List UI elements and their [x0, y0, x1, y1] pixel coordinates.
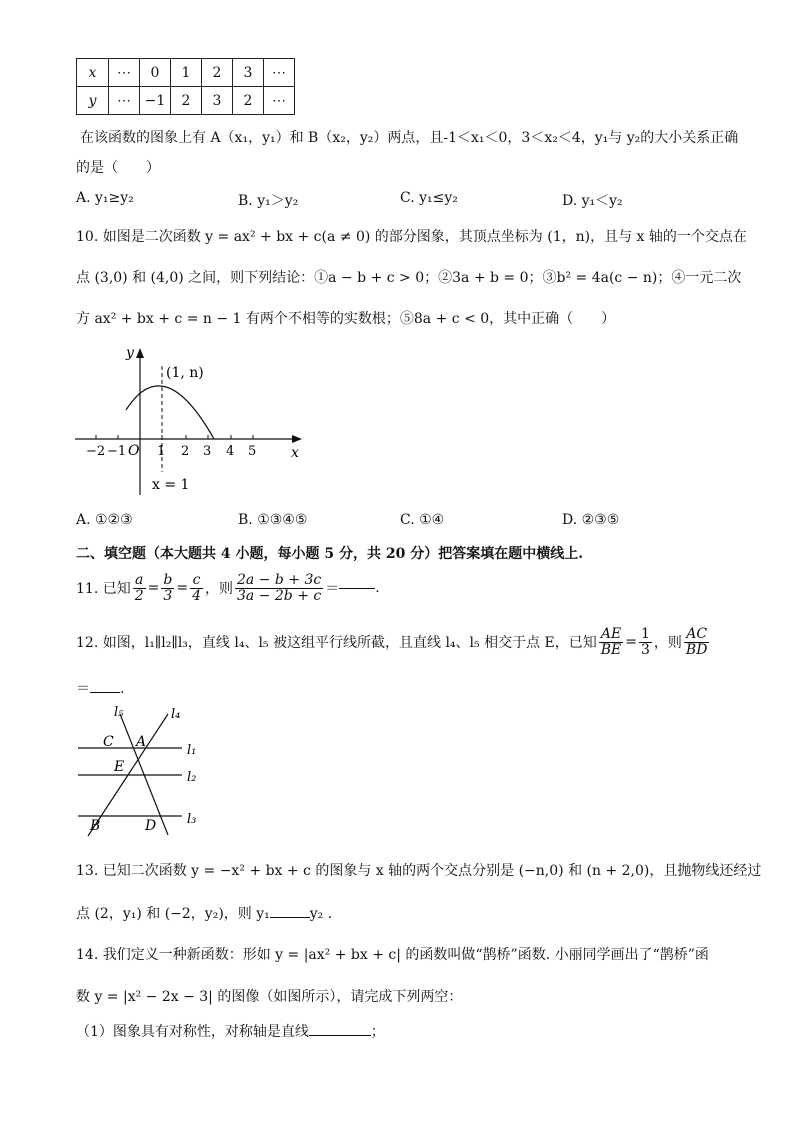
- fraction-a-2: $\frac{a}{2}$: [134, 571, 144, 604]
- q10-option-b[interactable]: B. ①③④⑤: [238, 512, 308, 528]
- y-axis-label: y: [126, 345, 134, 361]
- x-axis-label: x: [291, 445, 299, 461]
- table-cell: −1: [140, 87, 171, 115]
- table-cell: y: [77, 87, 109, 115]
- q9-option-d[interactable]: D. y₁＜y₂: [562, 193, 623, 209]
- vertex-label: (1, n): [166, 365, 204, 381]
- q10-text-line3: 方 ax² + bx + c = n − 1 有两个不相等的实数根；⑤8a + c < 0，其中正确（ ）: [76, 311, 616, 327]
- fraction-ae-be: $\frac{AE}{BE}$: [600, 625, 622, 658]
- q12-line2: [76, 678, 124, 698]
- fraction-expression: $\frac{2a - b + 3c}{3a - 2b + c}$: [237, 571, 322, 604]
- tick-label: 5: [248, 444, 257, 459]
- q12-equals: ＝: [76, 681, 90, 697]
- q9-option-b[interactable]: B. y₁＞y₂: [238, 193, 299, 209]
- table-cell: 2: [171, 87, 202, 115]
- q12-then: ，则: [653, 635, 682, 651]
- tick-label: −2: [86, 444, 106, 459]
- parabola-figure: [70, 340, 320, 500]
- table-cell: 3: [233, 59, 264, 87]
- table-cell: 1: [171, 59, 202, 87]
- origin-label: O: [128, 443, 140, 459]
- point-label-d: D: [145, 818, 157, 834]
- q13-text-line2: 点 (2，y₁) 和 (−2，y₂)，则 y₁: [76, 906, 270, 922]
- table-cell: ⋯: [264, 87, 295, 115]
- parallel-lines-figure: [70, 700, 210, 840]
- q12-eq: =: [625, 634, 637, 650]
- line-label-l4: l₄: [171, 707, 181, 722]
- line-label-l2: l₂: [187, 770, 197, 785]
- q14-sub1: [76, 1021, 385, 1041]
- q13-answer-blank[interactable]: [270, 917, 310, 918]
- section-title: 二、填空题（本大题共 4 小题，每小题 5 分，共 20 分）把答案填在题中横线上.: [76, 546, 584, 562]
- q14-sub1-text: （1）图象具有对称性，对称轴是直线: [76, 1024, 309, 1040]
- q14-answer-blank[interactable]: [309, 1035, 371, 1036]
- q13-line2: [76, 903, 332, 923]
- q10-option-a[interactable]: A. ①②③: [76, 512, 133, 528]
- q11-answer-blank[interactable]: [339, 588, 375, 589]
- point-label-c: C: [103, 734, 114, 750]
- value-table: [76, 58, 295, 115]
- q9-options: [76, 190, 716, 210]
- q14-text-line2: 数 y = |x² − 2x − 3| 的图像（如图所示），请完成下列两空：: [76, 989, 463, 1005]
- parabola-curve: [126, 386, 214, 439]
- q9-text-line2: 的是（ ）: [76, 160, 160, 176]
- tick-label: 4: [226, 444, 235, 459]
- table-cell: ⋯: [109, 87, 140, 115]
- q13-text-line1: 13. 已知二次函数 y = −x² + bx + c 的图象与 x 轴的两个交点分别是 (−n,0) 和 (n + 2,0)，且抛物线还经过: [76, 863, 762, 879]
- tick-label: 1: [157, 444, 166, 459]
- table-cell: ⋯: [264, 59, 295, 87]
- symmetry-axis-label: x = 1: [152, 477, 190, 493]
- table-cell: 2: [202, 59, 233, 87]
- q14-text-line1: 14. 我们定义一种新函数：形如 y = |ax² + bx + c| 的函数叫做“鹊桥”函数. 小丽同学画出了“鹊桥”函: [76, 947, 709, 963]
- q10-option-c[interactable]: C. ①④: [400, 512, 445, 528]
- line-label-l3: l₃: [187, 812, 197, 827]
- table-cell: 0: [140, 59, 171, 87]
- q11-line: 11. 已知 $\frac{a}{2}$ = $\frac{b}{3}$ = $\frac{c}{4}$ ，则 $\frac{2a - b + 3c}{3a - 2b + c}$ ＝ .: [76, 571, 380, 604]
- q10-text-line1: 10. 如图是二次函数 y = ax² + bx + c(a ≠ 0) 的部分图象，其顶点坐标为 (1，n)，且与 x 轴的一个交点在: [76, 229, 747, 245]
- point-label-a: A: [136, 734, 147, 750]
- fraction-ac-bd: $\frac{AC}{BD}$: [685, 625, 708, 658]
- tick-label: 2: [181, 444, 190, 459]
- q10-text-line2: 点 (3,0) 和 (4,0) 之间，则下列结论：①a − b + c > 0；②3a + b = 0；③b² = 4a(c − n)；④一元二次: [76, 270, 742, 286]
- q10-options: [76, 512, 716, 532]
- q9-text-line1: 在该函数的图象上有 A（x₁，y₁）和 B（x₂，y₂）两点，且-1＜x₁＜0，3＜x₂＜4，y₁与 y₂的大小关系正确: [80, 130, 739, 146]
- line-label-l1: l₁: [187, 743, 197, 758]
- q12-end: .: [120, 681, 125, 697]
- q12-line1: [76, 620, 711, 664]
- table-cell: ⋯: [109, 59, 140, 87]
- line-label-l5: l₅: [114, 705, 124, 720]
- q9-option-a[interactable]: A. y₁≥y₂: [76, 190, 134, 206]
- table-row: [77, 59, 295, 87]
- q13-text-end: y₂ .: [309, 906, 333, 922]
- fraction-c-4: $\frac{c}{4}$: [192, 571, 201, 604]
- table-cell: 2: [233, 87, 264, 115]
- point-label-e: E: [114, 759, 125, 775]
- q11-end: .: [375, 580, 380, 596]
- q11-prefix: 11. 已知: [76, 581, 131, 597]
- table-row: [77, 87, 295, 115]
- q11-equals: ＝: [325, 581, 340, 597]
- q12-answer-blank[interactable]: [90, 692, 120, 693]
- q14-sub1-end: ；: [370, 1024, 385, 1040]
- tick-label: 3: [203, 444, 212, 459]
- fraction-b-3: $\frac{b}{3}$: [163, 571, 173, 604]
- table-cell: x: [77, 59, 109, 87]
- tick-label: −1: [107, 444, 127, 459]
- q9-option-c[interactable]: C. y₁≤y₂: [400, 190, 458, 206]
- q10-option-d[interactable]: D. ②③⑤: [562, 512, 620, 528]
- fraction-one-third: $\frac{1}{3}$: [641, 625, 650, 658]
- point-label-b: B: [90, 818, 101, 834]
- table-cell: 3: [202, 87, 233, 115]
- q11-mid: ，则: [205, 581, 233, 597]
- q12-text: 12. 如图，l₁∥l₂∥l₃，直线 l₄、l₅ 被这组平行线所截，且直线 l₄、l₅ 相交于点 E，已知: [76, 635, 597, 651]
